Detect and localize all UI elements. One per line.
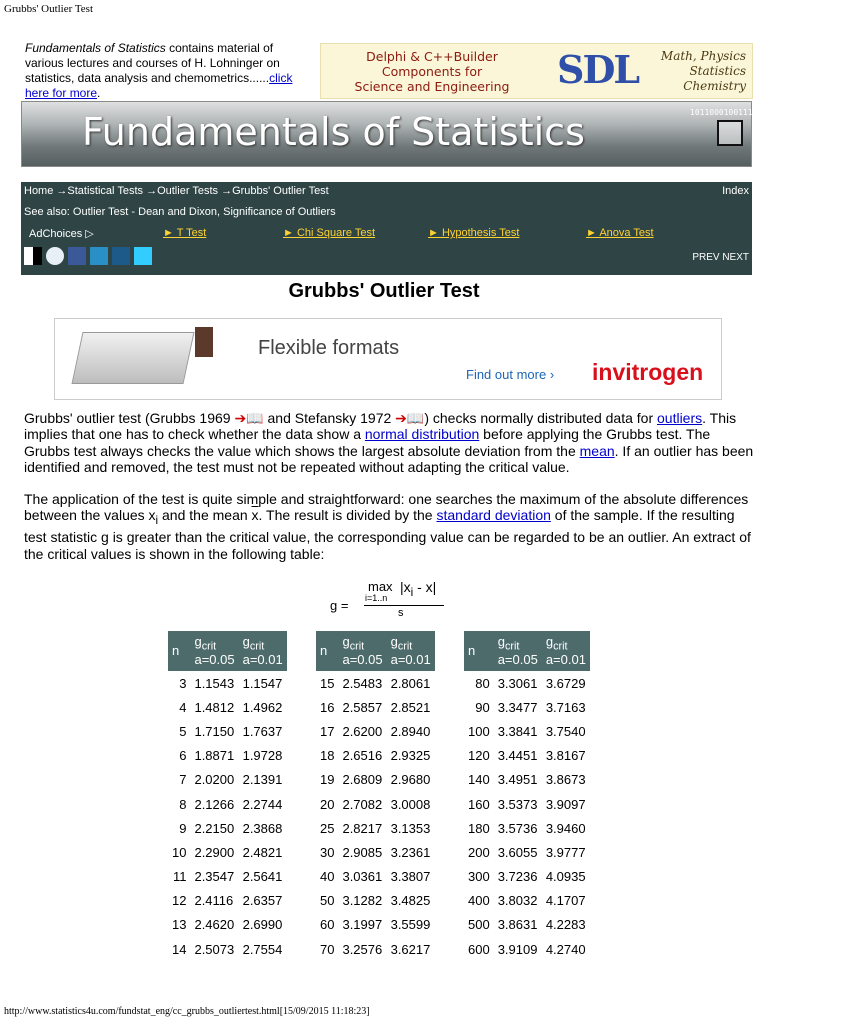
table-row (464, 671, 590, 695)
cell-n: 9 (179, 820, 187, 836)
cell-gcrit-05: 3.0361 (342, 869, 383, 885)
table-row (168, 840, 287, 864)
breadcrumb-current: Grubbs' Outlier Test (232, 185, 329, 197)
cell-n: 40 (320, 869, 335, 885)
cell-gcrit-05: 3.3061 (497, 675, 538, 691)
cell-n: 100 (468, 723, 490, 739)
cell-n: 500 (468, 917, 490, 933)
table-row (168, 671, 287, 695)
cell-gcrit-01: 2.5641 (242, 869, 283, 885)
cell-gcrit-05: 1.1543 (194, 675, 235, 691)
cell-n: 60 (320, 917, 335, 933)
cell-gcrit-01: 3.6729 (545, 675, 586, 691)
intro-italic: Fundamentals of Statistics (25, 41, 166, 55)
cell-n: 14 (172, 941, 187, 957)
sdl-line: Delphi & C++Builder (366, 49, 498, 64)
table-row (168, 744, 287, 768)
sdl-line: Science and Engineering (354, 79, 510, 94)
invitrogen-advertisement[interactable] (54, 318, 722, 400)
cell-n: 50 (320, 893, 335, 909)
stumbleupon-icon[interactable] (90, 247, 108, 265)
header-gcrit-05: $g_{crit}$ a=0.05 (338, 631, 386, 671)
cell-gcrit-01: 3.7540 (545, 723, 586, 739)
breadcrumb-statistical-tests[interactable]: Statistical Tests (67, 185, 144, 197)
fraction-bar (364, 605, 444, 606)
cell-gcrit-05: 3.1282 (342, 893, 383, 909)
delicious-icon[interactable] (24, 247, 42, 265)
facebook-icon[interactable] (68, 247, 86, 265)
table-row (316, 865, 435, 889)
device-image (71, 332, 194, 384)
find-out-more-link[interactable]: Find out more › (466, 367, 555, 382)
header-n: n (316, 631, 338, 671)
cell-gcrit-05: 3.7236 (497, 869, 538, 885)
cell-gcrit-01: 2.2744 (242, 796, 283, 812)
page-header-title: Grubbs' Outlier Test (4, 3, 93, 15)
magnifier-icon (717, 120, 743, 146)
critical-values-table (316, 631, 435, 961)
paragraph-1: Grubbs' outlier test (Grubbs 1969 ➔📖 and Stefansky 1972 ➔📖) checks normally distributed data for outliers. This implies that one has to check whether the data show a normal distribution before applying the Grubbs test. The Grubbs test always checks the value which shows the largest absolute deviation from the mean. If an outlier has been identified and removed, the test must not be repeated without adapting the critical value. (24, 410, 754, 475)
paragraph-2: The application of the test is quite simple and straightforward: one searches the maximum of the absolute differences between the values $x_i$ and the mean $\overline{x}$. The result is divided by the standard deviation of the sample. If the resulting test statistic g is greater than the critical value, the corresponding value can be regarded to be an outlier. An extract of the critical values is shown in the following table: (24, 491, 751, 562)
header-gcrit-05: $g_{crit}$ a=0.05 (190, 631, 238, 671)
header-n: n (168, 631, 190, 671)
bottle-image (195, 327, 213, 357)
cell-gcrit-05: 2.3547 (194, 869, 235, 885)
cell-gcrit-01: 2.1391 (242, 772, 283, 788)
table-row (168, 889, 287, 913)
table-row (316, 816, 435, 840)
table-row (464, 889, 590, 913)
cell-n: 5 (179, 723, 187, 739)
cell-n: 140 (468, 772, 490, 788)
cell-n: 12 (172, 893, 187, 909)
adchoices-icon: ▷ (85, 228, 94, 240)
table-header-row (316, 631, 435, 671)
cell-gcrit-01: 2.9325 (390, 748, 431, 764)
book-icon[interactable]: ➔📖 (395, 410, 425, 426)
page-title: Grubbs' Outlier Test (288, 280, 480, 302)
cell-gcrit-01: 3.9777 (545, 844, 586, 860)
cell-gcrit-01: 2.9680 (390, 772, 431, 788)
cell-gcrit-01: 3.7163 (545, 699, 586, 715)
sdl-line: Components for (381, 64, 483, 79)
cell-gcrit-05: 1.7150 (194, 723, 235, 739)
prev-next[interactable] (692, 252, 749, 263)
table-row (464, 937, 590, 961)
cell-n: 180 (468, 820, 490, 836)
cell-gcrit-05: 2.0200 (194, 772, 235, 788)
header-gcrit-01: $g_{crit}$ a=0.01 (542, 631, 590, 671)
adchoices-label[interactable]: AdChoices ▷ (29, 228, 94, 240)
table-row (168, 719, 287, 743)
table-row (316, 913, 435, 937)
cell-n: 120 (468, 748, 490, 764)
cell-gcrit-01: 3.9097 (545, 796, 586, 812)
intro-body: contains material of various lectures and courses of H. Lohninger on statistics, data analysis and chemometrics...... (25, 41, 280, 85)
arrow-icon: → (56, 185, 68, 197)
table-row (464, 744, 590, 768)
prev-button[interactable]: PREV (692, 252, 720, 263)
cell-n: 4 (179, 699, 187, 715)
sdl-right-line: Chemistry (683, 79, 746, 93)
cell-n: 200 (468, 844, 490, 860)
cell-n: 16 (320, 699, 335, 715)
table-row (168, 865, 287, 889)
cell-gcrit-01: 3.4825 (390, 893, 431, 909)
cell-gcrit-01: 3.1353 (390, 820, 431, 836)
cell-gcrit-05: 2.6200 (342, 723, 383, 739)
table-row (316, 719, 435, 743)
breadcrumb (24, 185, 329, 197)
cell-gcrit-01: 3.8167 (545, 748, 586, 764)
header-gcrit-01: $g_{crit}$ a=0.01 (239, 631, 287, 671)
cell-n: 11 (172, 869, 187, 885)
cell-n: 3 (179, 675, 187, 691)
cell-gcrit-01: 3.6217 (390, 941, 431, 957)
table-row (168, 792, 287, 816)
cell-n: 20 (320, 796, 335, 812)
cell-gcrit-05: 3.5736 (497, 820, 538, 836)
cell-gcrit-05: 3.4951 (497, 772, 538, 788)
table-row (316, 937, 435, 961)
arrow-icon: → (221, 185, 233, 197)
cell-gcrit-05: 2.5857 (342, 699, 383, 715)
table-row (168, 816, 287, 840)
cell-gcrit-05: 2.4620 (194, 917, 235, 933)
t-test-link[interactable]: ► T Test (163, 227, 207, 239)
table-row (316, 768, 435, 792)
arrow-icon: → (146, 185, 158, 197)
cell-gcrit-01: 2.6357 (242, 893, 283, 909)
click-here-link[interactable]: click here for more (25, 71, 293, 100)
cell-gcrit-05: 3.9109 (497, 941, 538, 957)
table-row (316, 695, 435, 719)
cell-n: 17 (320, 723, 335, 739)
cell-gcrit-05: 3.5373 (497, 796, 538, 812)
cell-gcrit-05: 3.8631 (497, 917, 538, 933)
cell-gcrit-05: 2.1266 (194, 796, 235, 812)
table-row (316, 744, 435, 768)
twitter-icon[interactable] (134, 247, 152, 265)
table-row (316, 840, 435, 864)
ad-headline: Flexible formats (258, 337, 400, 359)
cell-gcrit-05: 2.6516 (342, 748, 383, 764)
cell-gcrit-01: 2.3868 (242, 820, 283, 836)
cell-gcrit-05: 2.8217 (342, 820, 383, 836)
critical-values-table (464, 631, 590, 961)
cell-n: 160 (468, 796, 490, 812)
cell-gcrit-01: 3.8673 (545, 772, 586, 788)
cell-n: 300 (468, 869, 490, 885)
cell-gcrit-05: 3.3477 (497, 699, 538, 715)
cell-gcrit-01: 3.9460 (545, 820, 586, 836)
header-gcrit-01: $g_{crit}$ a=0.01 (387, 631, 435, 671)
reddit-icon[interactable] (46, 247, 64, 265)
cell-gcrit-05: 2.6809 (342, 772, 383, 788)
table-row (464, 865, 590, 889)
cell-gcrit-01: 3.2361 (390, 844, 431, 860)
book-icon[interactable]: ➔📖 (234, 410, 264, 426)
social-icons (24, 247, 156, 265)
cell-gcrit-01: 2.7554 (242, 941, 283, 957)
table-row (464, 768, 590, 792)
table-row (316, 792, 435, 816)
cell-gcrit-05: 3.8032 (497, 893, 538, 909)
table-row (168, 768, 287, 792)
footer-url: http://www.statistics4u.com/fundstat_eng/cc_grubbs_outliertest.html[15/09/2015 11:18:23] (4, 1006, 370, 1017)
cell-gcrit-05: 2.7082 (342, 796, 383, 812)
cell-gcrit-05: 2.5073 (194, 941, 235, 957)
table-row (168, 913, 287, 937)
header-n: n (464, 631, 494, 671)
cell-gcrit-05: 3.3841 (497, 723, 538, 739)
cell-n: 90 (475, 699, 490, 715)
table-header-row (464, 631, 590, 671)
cell-n: 8 (179, 796, 187, 812)
table-header-row (168, 631, 287, 671)
cell-n: 80 (475, 675, 490, 691)
sdl-right-line: Statistics (689, 64, 746, 78)
table-row (464, 719, 590, 743)
normal-distribution-link[interactable]: normal distribution (364, 426, 480, 443)
cell-n: 30 (320, 844, 335, 860)
grubbs-formula: g = max i=1..n $|x_i - x|$ s (330, 577, 450, 622)
cell-gcrit-01: 3.3807 (390, 869, 431, 885)
cell-gcrit-05: 2.4116 (194, 893, 234, 909)
table-row (168, 937, 287, 961)
cell-gcrit-05: 1.8871 (194, 748, 235, 764)
cell-gcrit-01: 1.4962 (242, 699, 283, 715)
cell-gcrit-01: 3.5599 (390, 917, 431, 933)
breadcrumb-outlier-tests[interactable]: Outlier Tests (157, 185, 219, 197)
table-row (316, 671, 435, 695)
cell-n: 6 (179, 748, 187, 764)
table-row (464, 913, 590, 937)
table-row (316, 889, 435, 913)
cell-n: 600 (468, 941, 490, 957)
table-row (464, 840, 590, 864)
invitrogen-logo: invitrogen (592, 359, 704, 385)
cell-n: 400 (468, 893, 490, 909)
sdl-right-line: Math, Physics (660, 49, 746, 63)
sdl-logo: SDL (557, 47, 639, 92)
intro-text: Fundamentals of Statistics contains material of various lectures and courses of H. Lohninger on statistics, data analysis and chemometrics......click here for more. (25, 41, 293, 100)
table-row (168, 695, 287, 719)
table-row (464, 695, 590, 719)
cell-n: 18 (320, 748, 335, 764)
anova-test-link[interactable]: ► Anova Test (586, 227, 654, 239)
cell-gcrit-01: 4.2283 (545, 917, 586, 933)
cell-gcrit-01: 2.6990 (242, 917, 283, 933)
cell-gcrit-05: 1.4812 (194, 699, 235, 715)
cell-n: 15 (320, 675, 335, 691)
cell-gcrit-05: 3.6055 (497, 844, 538, 860)
see-also[interactable]: See also: Outlier Test - Dean and Dixon, Significance of Outliers (24, 206, 336, 218)
mean-symbol: $\overline{x}$ (251, 507, 259, 524)
cell-gcrit-01: 2.8061 (390, 675, 431, 691)
cell-n: 19 (320, 772, 335, 788)
cell-gcrit-01: 4.0935 (545, 869, 586, 885)
cell-gcrit-01: 1.9728 (242, 748, 283, 764)
cell-gcrit-05: 2.9085 (342, 844, 383, 860)
cell-gcrit-01: 1.7637 (242, 723, 283, 739)
banner-title: Fundamentals of Statistics (82, 110, 585, 154)
navigation-bar (21, 182, 752, 275)
header-gcrit-05: $g_{crit}$ a=0.05 (494, 631, 542, 671)
cell-n: 10 (172, 844, 187, 860)
mean-link[interactable]: mean (579, 442, 615, 459)
cell-n: 25 (320, 820, 335, 836)
cell-gcrit-05: 2.2900 (194, 844, 235, 860)
breadcrumb-home[interactable]: Home (24, 185, 54, 197)
next-button[interactable]: NEXT (722, 252, 749, 263)
chi-square-test-link[interactable]: ► Chi Square Test (283, 227, 376, 239)
site-banner (21, 101, 844, 167)
cell-n: 13 (172, 917, 187, 933)
standard-deviation-link[interactable]: standard deviation (436, 507, 551, 524)
critical-values-table (168, 631, 287, 961)
cell-gcrit-01: 2.8940 (390, 723, 431, 739)
cell-gcrit-01: 2.8521 (390, 699, 431, 715)
cell-gcrit-05: 2.5483 (342, 675, 383, 691)
cell-gcrit-01: 2.4821 (242, 844, 283, 860)
outliers-link[interactable]: outliers (657, 410, 703, 426)
index-link[interactable]: Index (722, 185, 749, 197)
cell-gcrit-01: 4.1707 (545, 893, 586, 909)
digg-icon[interactable] (112, 247, 130, 265)
cell-gcrit-05: 3.4451 (497, 748, 538, 764)
cell-gcrit-05: 2.2150 (194, 820, 235, 836)
cell-gcrit-01: 1.1547 (242, 675, 283, 691)
cell-gcrit-05: 3.2576 (342, 941, 383, 957)
cell-n: 7 (179, 772, 187, 788)
table-row (464, 816, 590, 840)
hypothesis-test-link[interactable]: ► Hypothesis Test (428, 227, 520, 239)
sdl-advertisement[interactable] (320, 43, 753, 99)
cell-n: 70 (320, 941, 335, 957)
table-row (464, 792, 590, 816)
cell-gcrit-01: 3.0008 (390, 796, 431, 812)
cell-gcrit-05: 3.1997 (342, 917, 383, 933)
cell-gcrit-01: 4.2740 (545, 941, 586, 957)
banner-binary-art: 10110001001110010100010001101010 (690, 108, 844, 117)
